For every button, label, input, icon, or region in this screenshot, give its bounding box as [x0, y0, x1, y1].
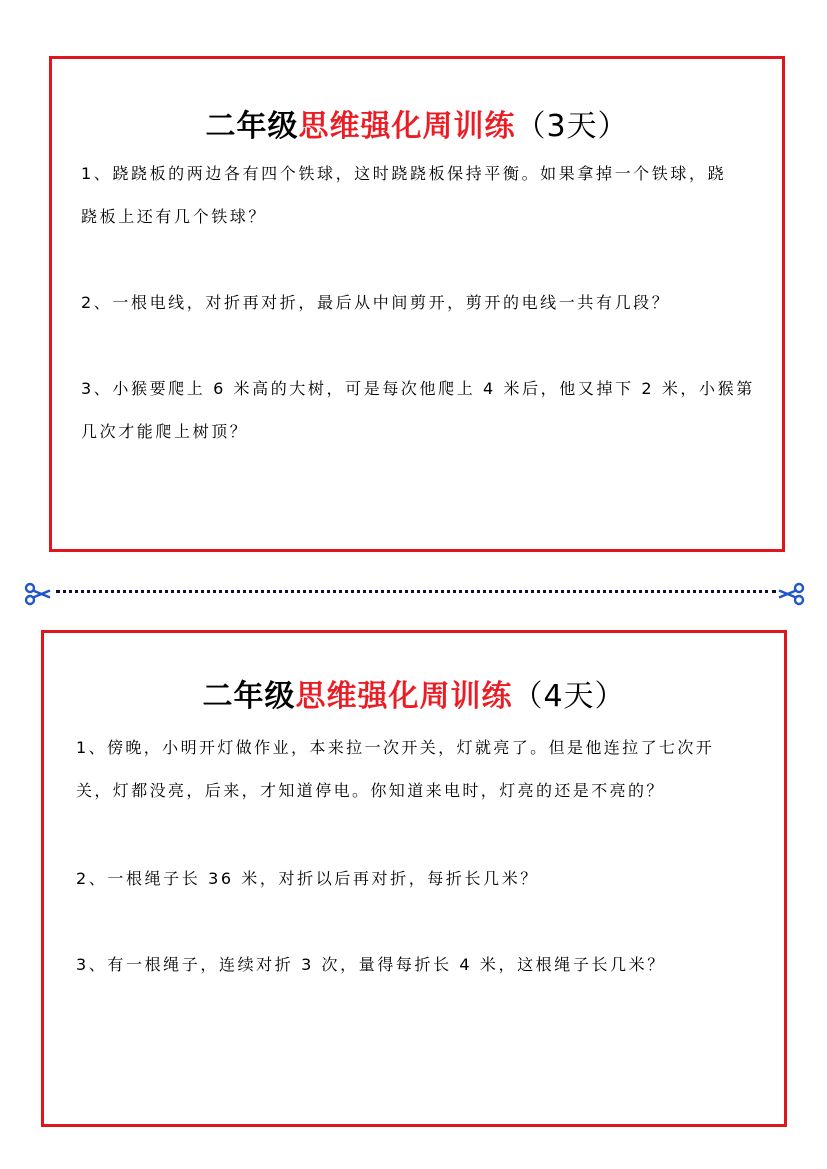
- scissors-icon: [24, 582, 52, 606]
- question-2: [81, 281, 670, 324]
- question-line: 关，灯都没亮，后来，才知道停电。你知道来电时，灯亮的还是不亮的？: [76, 781, 665, 800]
- title-highlight: 思维强化周训练: [298, 109, 516, 144]
- title-day: 3天: [546, 109, 598, 144]
- title-day: 4天: [543, 679, 595, 714]
- question-2: [76, 857, 539, 900]
- card-title: [44, 671, 784, 715]
- title-grade: 二年级: [202, 679, 296, 714]
- title-close-paren: ）: [597, 109, 629, 144]
- question-line: 1、跷跷板的两边各有四个铁球，这时跷跷板保持平衡。如果拿掉一个铁球，跷: [81, 164, 727, 183]
- question-3: [81, 367, 755, 453]
- question-line: 2、一根绳子长 36 米，对折以后再对折，每折长几米？: [76, 869, 539, 888]
- question-line: 1、傍晚，小明开灯做作业，本来拉一次开关，灯就亮了。但是他连拉了七次开: [76, 738, 715, 757]
- card-title: [52, 101, 782, 145]
- question-line: 跷板上还有几个铁球？: [81, 207, 268, 226]
- question-1: [76, 726, 714, 812]
- question-line: 2、一根电线，对折再对折，最后从中间剪开，剪开的电线一共有几段？: [81, 293, 671, 312]
- question-line: 3、有一根绳子，连续对折 3 次，量得每折长 4 米，这根绳子长几米？: [76, 955, 666, 974]
- question-1: [81, 152, 726, 238]
- exercise-card-day-3: [49, 56, 785, 552]
- scissors-icon: [777, 582, 805, 606]
- cut-line: [56, 590, 776, 593]
- question-3: [76, 943, 666, 986]
- title-highlight: 思维强化周训练: [295, 679, 513, 714]
- question-line: 几次才能爬上树顶？: [81, 422, 249, 441]
- question-line: 3、小猴要爬上 6 米高的大树，可是每次他爬上 4 米后，他又掉下 2 米，小猴第: [81, 379, 755, 398]
- title-open-paren: （: [512, 679, 544, 714]
- title-grade: 二年级: [205, 109, 299, 144]
- title-close-paren: ）: [594, 679, 626, 714]
- title-open-paren: （: [515, 109, 547, 144]
- exercise-card-day-4: [41, 630, 787, 1127]
